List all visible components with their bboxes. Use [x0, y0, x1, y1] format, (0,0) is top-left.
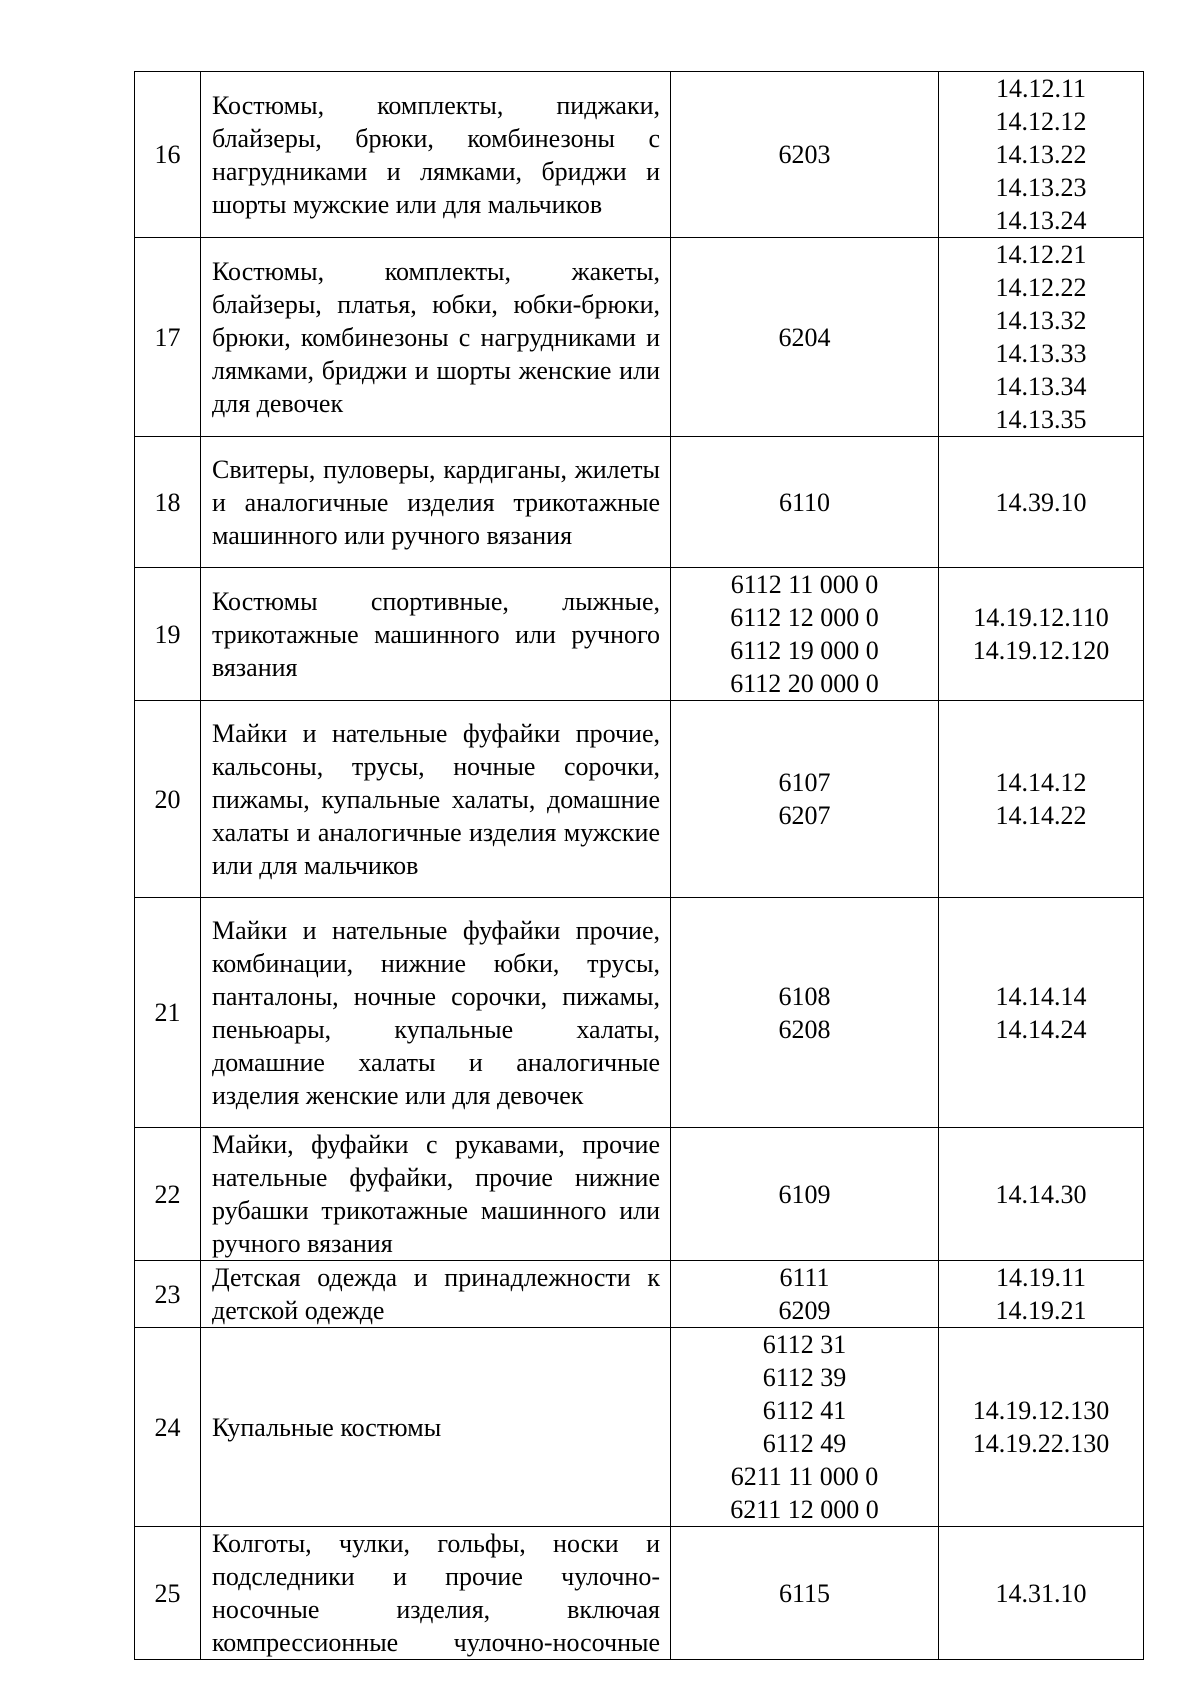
tnved-code: 6208 [778, 1014, 831, 1044]
tnved-code: 6112 41 [762, 1396, 847, 1425]
tnved-codes [671, 1328, 939, 1527]
okpd-code: 14.13.22 [995, 140, 1087, 169]
tnved-codes [671, 701, 939, 898]
okpd-code: 14.19.12.110 [973, 603, 1109, 632]
product-name: Майки, фуфайки с рукавами, прочие нательные фуфайки, прочие нижние рубашки трикотажные машинного или ручного вязания [201, 1128, 671, 1261]
table-row [135, 238, 1144, 437]
product-name: Костюмы спортивные, лыжные, трикотажные машинного или ручного вязания [201, 568, 671, 701]
okpd-code: 14.13.23 [995, 173, 1087, 202]
table-row [135, 1527, 1144, 1660]
product-name: Майки и нательные фуфайки прочие, кальсоны, трусы, ночные сорочки, пижамы, купальные халаты, домашние халаты и аналогичные изделия мужские или для мальчиков [201, 701, 671, 898]
tnved-code: 6111 [779, 1263, 830, 1292]
tnved-codes [671, 568, 939, 701]
okpd-codes [939, 1527, 1144, 1660]
okpd-code: 14.19.21 [995, 1296, 1087, 1325]
okpd-code: 14.14.24 [995, 1014, 1087, 1044]
okpd-code: 14.13.33 [995, 339, 1087, 368]
row-number: 24 [135, 1328, 201, 1527]
product-name: Свитеры, пуловеры, кардиганы, жилеты и аналогичные изделия трикотажные машинного или ручного вязания [201, 437, 671, 568]
row-number: 20 [135, 701, 201, 898]
okpd-code: 14.13.34 [995, 372, 1087, 401]
table-row [135, 437, 1144, 568]
okpd-codes [939, 238, 1144, 437]
table-row [135, 898, 1144, 1128]
tnved-code: 6109 [778, 1179, 831, 1209]
tnved-code: 6112 20 000 0 [730, 669, 879, 698]
row-number: 18 [135, 437, 201, 568]
tnved-code: 6110 [778, 487, 831, 517]
row-number: 22 [135, 1128, 201, 1261]
tnved-code: 6211 11 000 0 [730, 1462, 879, 1491]
tnved-code: 6108 [778, 981, 831, 1011]
tnved-code: 6211 12 000 0 [730, 1495, 879, 1524]
table-row [135, 568, 1144, 701]
goods-classification-table [134, 71, 1144, 1660]
okpd-code: 14.19.11 [995, 1263, 1087, 1292]
okpd-codes [939, 72, 1144, 238]
tnved-code: 6112 12 000 0 [730, 603, 879, 632]
table-row [135, 1261, 1144, 1328]
tnved-code: 6209 [778, 1296, 831, 1325]
row-number: 19 [135, 568, 201, 701]
tnved-codes [671, 437, 939, 568]
okpd-codes [939, 568, 1144, 701]
okpd-code: 14.12.22 [995, 273, 1087, 302]
tnved-code: 6115 [778, 1578, 831, 1608]
okpd-code: 14.13.32 [995, 306, 1087, 335]
product-name: Майки и нательные фуфайки прочие, комбинации, нижние юбки, трусы, панталоны, ночные сорочки, пижамы, пеньюары, купальные халаты, домашние халаты и аналогичные изделия женские или для девочек [201, 898, 671, 1128]
okpd-code: 14.39.10 [995, 487, 1087, 517]
table-row [135, 72, 1144, 238]
row-number: 25 [135, 1527, 201, 1660]
tnved-codes [671, 1261, 939, 1328]
okpd-code: 14.14.14 [995, 981, 1087, 1011]
product-name: Детская одежда и принадлежности к детской одежде [201, 1261, 671, 1328]
row-number: 17 [135, 238, 201, 437]
table-row [135, 1128, 1144, 1261]
okpd-code: 14.19.12.130 [972, 1396, 1110, 1425]
okpd-codes [939, 437, 1144, 568]
tnved-codes [671, 898, 939, 1128]
row-number: 23 [135, 1261, 201, 1328]
okpd-code: 14.12.12 [995, 107, 1087, 136]
okpd-codes [939, 1328, 1144, 1527]
tnved-code: 6112 19 000 0 [730, 636, 879, 665]
row-number: 21 [135, 898, 201, 1128]
okpd-code: 14.14.30 [995, 1179, 1087, 1209]
tnved-codes [671, 1128, 939, 1261]
row-number: 16 [135, 72, 201, 238]
tnved-code: 6112 49 [762, 1429, 847, 1458]
okpd-codes [939, 701, 1144, 898]
product-name: Колготы, чулки, гольфы, носки и подследники и прочие чулочно-носочные изделия, включая компрессионные чулочно-носочные [201, 1527, 671, 1660]
okpd-codes [939, 898, 1144, 1128]
product-name: Костюмы, комплекты, жакеты, блайзеры, платья, юбки, юбки-брюки, брюки, комбинезоны с нагрудниками и лямками, бриджи и шорты женские или для девочек [201, 238, 671, 437]
okpd-code: 14.12.11 [995, 74, 1087, 103]
tnved-code: 6112 11 000 0 [730, 570, 879, 599]
product-name: Купальные костюмы [201, 1328, 671, 1527]
okpd-code: 14.12.21 [995, 240, 1087, 269]
okpd-code: 14.13.24 [995, 206, 1087, 235]
okpd-code: 14.13.35 [995, 405, 1087, 434]
tnved-code: 6204 [778, 322, 831, 352]
okpd-code: 14.14.12 [995, 768, 1087, 797]
okpd-code: 14.19.22.130 [972, 1429, 1110, 1458]
okpd-codes [939, 1128, 1144, 1261]
tnved-codes [671, 238, 939, 437]
table-row [135, 701, 1144, 898]
tnved-codes [671, 1527, 939, 1660]
tnved-code: 6112 31 [762, 1330, 847, 1359]
tnved-code: 6112 39 [762, 1363, 847, 1392]
tnved-code: 6107 [778, 768, 831, 797]
table-row [135, 1328, 1144, 1527]
okpd-codes [939, 1261, 1144, 1328]
tnved-code: 6203 [778, 140, 831, 169]
tnved-code: 6207 [778, 801, 831, 830]
okpd-code: 14.31.10 [995, 1578, 1087, 1608]
okpd-code: 14.19.12.120 [972, 636, 1110, 665]
tnved-codes [671, 72, 939, 238]
okpd-code: 14.14.22 [995, 801, 1087, 830]
product-name: Костюмы, комплекты, пиджаки, блайзеры, брюки, комбинезоны с нагрудниками и лямками, бриджи и шорты мужские или для мальчиков [201, 72, 671, 238]
